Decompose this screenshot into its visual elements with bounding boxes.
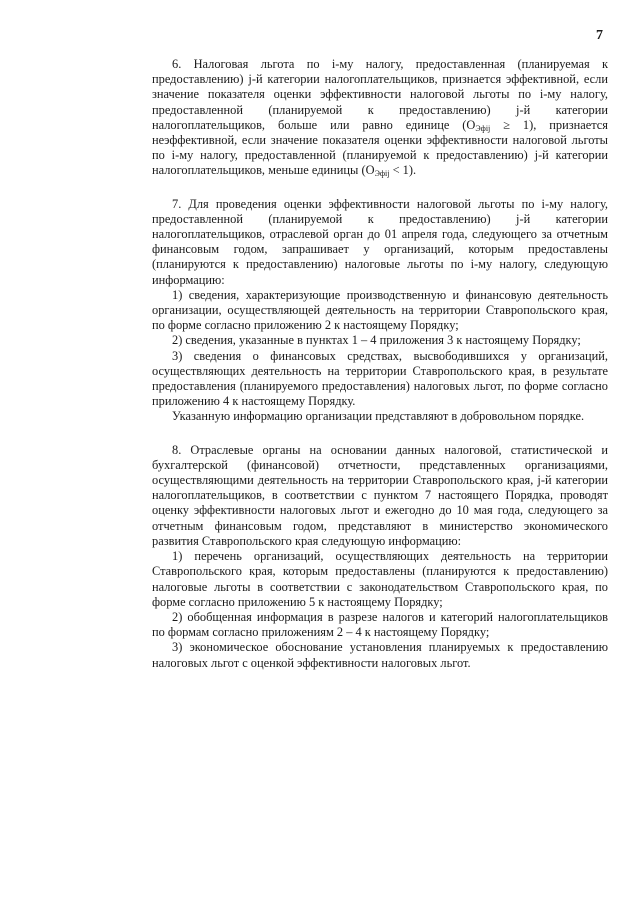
page-number: 7	[596, 28, 603, 43]
paragraph-7-item-3: 3) сведения о финансовых средствах, высвободившихся у организаций, осуществляющих деятельность на территории Ставропольского края, в результате предоставления (планируемого предоставления) налоговых льгот, по форме согласно приложению 4 к настоящему Порядку.	[152, 348, 608, 409]
paragraph-8-item-1: 1) перечень организаций, осуществляющих деятельность на территории Ставропольского края, которым предоставлены (планируются к предоставлению) налоговые льготы в соответствии с законодательством Ставропольского края, по форме согласно приложению 5 к настоящему Порядку;	[152, 549, 608, 609]
paragraph-8-intro: 8. Отраслевые органы на основании данных налоговой, статистической и бухгалтерской (финансовой) отчетности, представленных организациями, осуществляющими деятельность на территории Ставропольского края, j-й категории налогоплательщиков, в соответствии с пунктом 7 настоящего Порядка, проводят оценку эффективности налоговых льгот и ежегодно до 10 мая года, следующего за отчетным финансовым годом, представляют в министерство экономического развития Ставропольского края следующую информацию:	[152, 442, 608, 548]
paragraph-7-closing: Указанную информацию организации представляют в добровольном порядке.	[172, 409, 585, 424]
paragraph-7-intro: 7. Для проведения оценки эффективности налоговой льготы по i-му налогу, предоставленной (планируемой к предоставлению) j-й категории налогоплательщиков, отраслевой орган до 01 апреля года, следующего за отчетным финансовым годом, запрашивает у организаций, которым предоставлены (планируются к предоставлению) налоговые льготы по i-му налогу, следующую информацию:	[152, 196, 608, 287]
paragraph-7-item-1: 1) сведения, характеризующие производственную и финансовую деятельность организации, осуществляющей деятельность на территории Ставропольского края, по форме согласно приложению 2 к настоящему Порядку;	[152, 287, 608, 333]
paragraph-6: 6. Налоговая льгота по i-му налогу, предоставленная (планируемая к предоставлению) j-й категории налогоплательщиков, признается эффективной, если значение показателя оценки эффективности налоговой льготы по i-му налогу, предоставленной (планируемой к предоставлению) j-й категории налогоплательщиков, больше или равно единице $(О_{Эфij} \ge 1)$, признается неэффективной, если значение показателя оценки эффективности налоговой льготы по i-му налогу, предоставленной (планируемой к предоставлению) j-й категории налогоплательщиков, меньше единицы $(О_{Эфij} < 1)$.	[152, 57, 608, 179]
document-body	[152, 57, 608, 671]
paragraph-8-item-2: 2) обобщенная информация в разрезе налогов и категорий налогоплательщиков по формам согласно приложениям 2 – 4 к настоящему Порядку;	[152, 609, 608, 640]
paragraph-7-item-2: 2) сведения, указанные в пунктах 1 – 4 приложения 3 к настоящему Порядку;	[172, 333, 581, 348]
paragraph-8-item-3: 3) экономическое обоснование установления планируемых к предоставлению налоговых льгот с оценкой эффективности налоговых льгот.	[152, 640, 608, 670]
